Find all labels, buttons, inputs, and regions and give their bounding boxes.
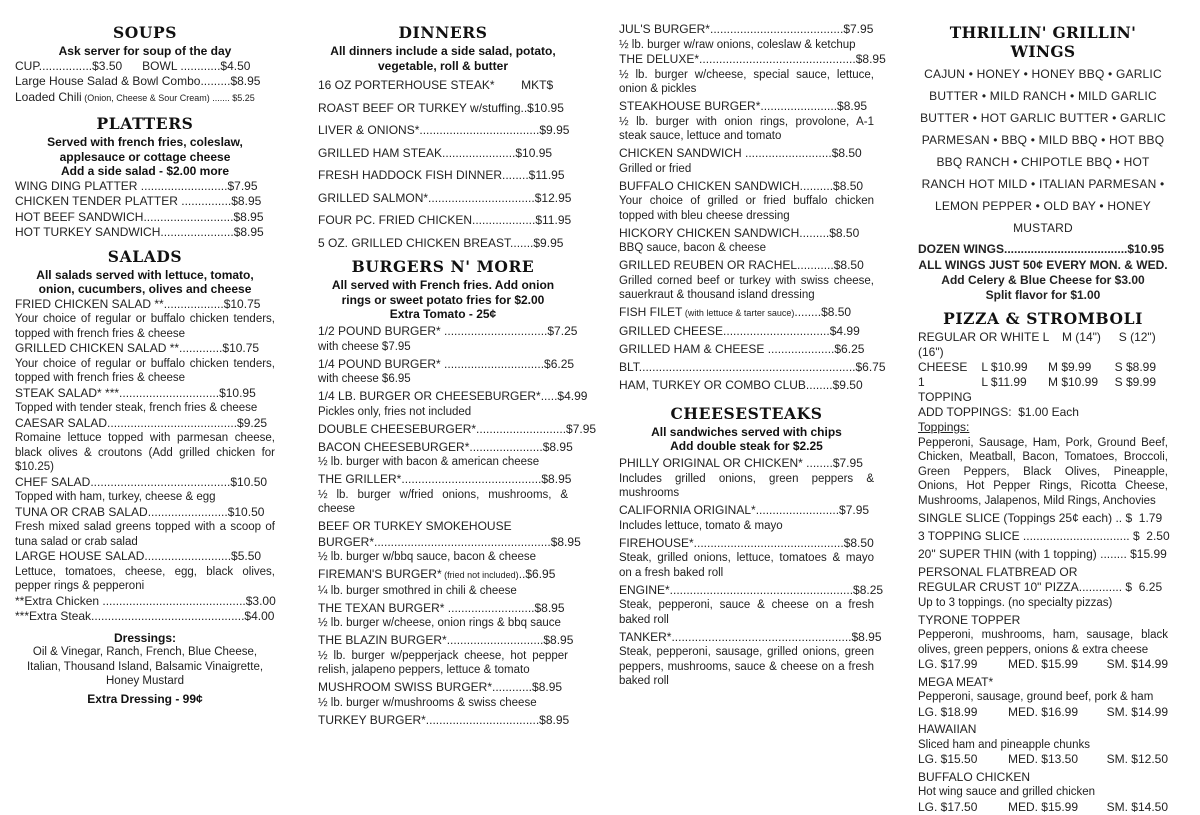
- hawaiian-small: SM. $12.50: [1106, 752, 1168, 766]
- pizza-cheese-label: CHEESE: [918, 359, 968, 374]
- pizza-cheese-medium: M $9.99: [1047, 359, 1092, 374]
- platter-item: CHICKEN TENDER PLATTER ...............$8.95: [15, 194, 262, 208]
- grilled-chicken-salad-desc: Your choice of regular or buffalo chicken tenders, topped with french fries & cheese: [15, 357, 275, 384]
- the-griller-desc: ½ lb. burger w/fried onions, mushrooms, & cheese: [318, 488, 568, 515]
- fish-filet-note: (with lettuce & tarter sauce): [682, 308, 795, 318]
- platter-item: HOT TURKEY SANDWICH......................$8.95: [15, 225, 264, 239]
- wings-note-1: ALL WINGS JUST 50¢ EVERY MON. & WED.: [918, 257, 1168, 272]
- dinner-item: GRILLED SALMON*................................$12.95: [318, 190, 572, 205]
- buffalo-chicken-sandwich: BUFFALO CHICKEN SANDWICH..........$8.50: [619, 178, 864, 193]
- buffalo-chicken-prices: [918, 800, 1168, 815]
- pizza-size-large: REGULAR OR WHITE L (16"): [918, 329, 1049, 359]
- tyrone-small: SM. $14.99: [1106, 657, 1168, 671]
- flatbread-1: PERSONAL FLATBREAD OR: [918, 564, 1078, 579]
- add-toppings: ADD TOPPINGS: $1.00 Each: [918, 404, 1079, 419]
- wings-note-2: Add Celery & Blue Cheese for $3.00: [941, 272, 1145, 287]
- salads-note-1: All salads served with lettuce, tomato,: [36, 267, 254, 282]
- platter-item: HOT BEEF SANDWICH...........................$8.95: [15, 209, 264, 224]
- tanker: TANKER*......................................................$8.95: [619, 629, 882, 644]
- toppings-title: Toppings:: [918, 420, 970, 434]
- dinner-item: 5 OZ. GRILLED CHICKEN BREAST.......$9.95: [318, 235, 564, 250]
- salads-heading: SALADS: [107, 246, 183, 266]
- chef-salad: CHEF SALAD..........................................$10.50: [15, 474, 268, 489]
- super-thin: 20" SUPER THIN (with 1 topping) ........ $15.99: [918, 546, 1167, 561]
- extra-chicken: **Extra Chicken ...........................................$3.00: [15, 593, 276, 608]
- pizza-topping-small: S $9.99: [1114, 374, 1157, 389]
- soups-heading: SOUPS: [112, 23, 178, 42]
- tyrone-medium: MED. $15.99: [1007, 657, 1079, 671]
- loaded-chili-name: Loaded Chili: [15, 89, 82, 104]
- flatbread-desc: Up to 3 toppings. (no specialty pizzas): [918, 596, 1113, 609]
- firemans-burger-desc: ¼ lb. burger smothred in chili & cheese: [318, 584, 517, 597]
- tuna-crab-salad: TUNA OR CRAB SALAD........................$10.50: [15, 504, 265, 519]
- wings-heading: THRILLIN' GRILLIN' WINGS: [949, 23, 1137, 61]
- platter-item: WING DING PLATTER ..........................$7.95: [15, 178, 258, 193]
- turkey-burger: TURKEY BURGER*..................................$8.95: [318, 712, 570, 727]
- half-pound-burger-desc: with cheese $7.95: [318, 340, 411, 353]
- tanker-desc: Steak, pepperoni, sausage, grilled onions, green peppers, mushrooms, sauce & cheese on a fresh baked roll: [619, 646, 874, 687]
- pizza-size-header: [918, 330, 1168, 360]
- bacon-cheeseburger-desc: ½ lb. burger with bacon & american cheese: [318, 456, 540, 468]
- hickory-chicken-sandwich-desc: BBQ sauce, bacon & cheese: [619, 242, 767, 254]
- soup-cup-bowl: CUP................$3.50 BOWL ............$4.50: [15, 58, 251, 73]
- quarter-pound-burger-desc: with cheese $6.95: [318, 373, 411, 385]
- pizza-size-small: S (12"): [1118, 329, 1156, 344]
- pizza-heading: PIZZA & STROMBOLI: [943, 308, 1143, 328]
- firemans-burger: [318, 567, 568, 584]
- bacon-cheeseburger: BACON CHEESEBURGER*......................$8.95: [318, 439, 573, 454]
- mega-meat-prices: [918, 705, 1168, 720]
- dozen-wings: DOZEN WINGS.....................................$10.95: [918, 242, 1165, 256]
- toppings-list: Pepperoni, Sausage, Ham, Pork, Ground Beef, Chicken, Meatball, Bacon, Tomatoes, Broccoli, Green Peppers, Black Olives, Pineapple, Onions, Hot Pepper Rings, Ricotta Cheese, Mushrooms, Jalapenos, Mild Rings, Anchovies: [918, 436, 1168, 507]
- blazin-burger-desc: ½ lb. burger w/pepperjack cheese, hot pepper relish, jalapeno peppers, lettuce & tomato: [318, 649, 568, 676]
- burgers-note-1: All served with French fries. Add onion: [331, 278, 555, 292]
- grilled-reuben-desc: Grilled corned beef or turkey with swiss cheese, sauerkraut & thousand island dressing: [619, 274, 874, 301]
- dinners-note-1: All dinners include a side salad, potato,: [330, 44, 556, 58]
- smokehouse-burger-2: BURGER*.....................................................$8.95: [318, 534, 581, 549]
- tyrone-topper: TYRONE TOPPER: [918, 612, 1021, 627]
- grilled-ham-cheese: GRILLED HAM & CHEESE ....................$6.25: [619, 342, 865, 356]
- pizza-topping-large: L $11.99: [981, 374, 1027, 389]
- smokehouse-burger-1: BEEF OR TURKEY SMOKEHOUSE: [318, 519, 512, 533]
- wings-note-3: Split flavor for $1.00: [985, 287, 1101, 302]
- mushroom-swiss-burger: MUSHROOM SWISS BURGER*............$8.95: [318, 680, 563, 694]
- steak-salad: STEAK SALAD* ***..............................$10.95: [15, 385, 256, 400]
- club-sandwich: HAM, TURKEY OR COMBO CLUB........$9.50: [619, 378, 863, 392]
- pizza-cheese-row: [918, 360, 1168, 375]
- buffalo-medium: MED. $15.99: [1007, 799, 1079, 814]
- column-1: [15, 18, 275, 706]
- caesar-salad: CAESAR SALAD.......................................$9.25: [15, 415, 268, 430]
- single-slice: SINGLE SLICE (Toppings 25¢ each) .. $ 1.79: [918, 510, 1163, 525]
- firehouse: FIREHOUSE*.............................................$8.50: [619, 535, 874, 550]
- pizza-cheese-small: S $8.99: [1114, 359, 1157, 374]
- dinner-item: ROAST BEEF OR TURKEY w/stuffing..$10.95: [318, 100, 564, 115]
- pizza-topping-label: 1 TOPPING: [918, 374, 972, 404]
- burgers-heading: BURGERS N' MORE: [351, 257, 535, 276]
- engine: ENGINE*.......................................................$8.25: [619, 582, 884, 597]
- buffalo-chicken-sandwich-desc: Your choice of grilled or fried buffalo chicken topped with bleu cheese dressing: [619, 195, 874, 222]
- large-house-salad-desc: Lettuce, tomatoes, cheese, egg, black olives, pepper rings & pepperoni: [15, 565, 275, 592]
- column-2: [318, 18, 597, 728]
- cheesesteaks-heading: CHEESESTEAKS: [670, 403, 823, 423]
- fish-filet: [619, 305, 874, 322]
- the-deluxe: THE DELUXE*...............................................$8.95: [619, 52, 886, 66]
- large-house-salad: LARGE HOUSE SALAD..........................$5.50: [15, 549, 262, 563]
- fried-chicken-salad-desc: Your choice of regular or buffalo chicken tenders, topped with french fries & cheese: [15, 313, 275, 340]
- hickory-chicken-sandwich: HICKORY CHICKEN SANDWICH.........$8.50: [619, 225, 860, 240]
- dinner-item: LIVER & ONIONS*....................................$9.95: [318, 123, 570, 137]
- chicken-sandwich-desc: Grilled or fried: [619, 162, 692, 175]
- pizza-topping-medium: M $10.99: [1047, 374, 1099, 389]
- flatbread-2: REGULAR CRUST 10" PIZZA............. $ 6.25: [918, 580, 1163, 594]
- quarter-pound-burger: 1/4 POUND BURGER* ..............................$6.25: [318, 356, 575, 371]
- dinner-item: 16 OZ PORTERHOUSE STEAK* MKT$: [318, 78, 554, 92]
- chef-salad-desc: Topped with ham, turkey, cheese & egg: [15, 491, 216, 503]
- dinner-item: GRILLED HAM STEAK......................$10.95: [318, 145, 553, 160]
- tyrone-topper-prices: [918, 657, 1168, 672]
- burgers-note-2: rings or sweet potato fries for $2.00: [341, 292, 545, 307]
- fish-filet-price: ........$8.50: [794, 305, 852, 319]
- double-cheeseburger: DOUBLE CHEESEBURGER*...........................$7.95: [318, 421, 597, 436]
- engine-desc: Steak, pepperoni, sauce & cheese on a fresh baked roll: [619, 599, 874, 626]
- platters-note-1: Served with french fries, coleslaw,: [47, 135, 243, 149]
- soups-note: Ask server for soup of the day: [58, 44, 232, 58]
- quarter-lb-cheeseburger-desc: Pickles only, fries not included: [318, 405, 472, 418]
- california-original-desc: Includes lettuce, tomato & mayo: [619, 519, 783, 532]
- dressings-title: Dressings:: [113, 630, 177, 645]
- half-pound-burger: 1/2 POUND BURGER* ...............................$7.25: [318, 324, 578, 338]
- loaded-chili-detail: (Onion, Cheese & Sour Cream) ....... $5.25: [81, 92, 255, 103]
- column-4: [918, 18, 1168, 815]
- pizza-cheese-large: L $10.99: [981, 359, 1028, 374]
- dinner-item: FRESH HADDOCK FISH DINNER........$11.95: [318, 168, 565, 182]
- smokehouse-burger-desc: ½ lb. burger w/bbq sauce, bacon & cheese: [318, 551, 537, 563]
- grilled-chicken-salad: GRILLED CHICKEN SALAD **.............$10.75: [15, 341, 260, 355]
- chicken-sandwich: CHICKEN SANDWICH ..........................$8.50: [619, 146, 862, 160]
- hawaiian-prices: [918, 752, 1168, 767]
- california-original: CALIFORNIA ORIGINAL*.........................$7.95: [619, 503, 870, 517]
- blt: BLT.................................................................$6.75: [619, 360, 886, 374]
- mega-meat-desc: Pepperoni, sausage, ground beef, pork & ham: [918, 691, 1154, 703]
- pizza-size-medium: M (14"): [1061, 329, 1101, 344]
- column-3: [619, 22, 886, 689]
- steak-salad-desc: Topped with tender steak, french fries & cheese: [15, 402, 258, 414]
- hawaiian-medium: MED. $13.50: [1007, 752, 1079, 766]
- the-griller: THE GRILLER*..........................................$8.95: [318, 472, 572, 486]
- mega-medium: MED. $16.99: [1007, 704, 1079, 719]
- caesar-salad-desc: Romaine lettuce topped with parmesan cheese, black olives & croutons (Add grilled chicken for $10.25): [15, 432, 275, 473]
- grilled-reuben: GRILLED REUBEN OR RACHEL...........$8.50: [619, 258, 864, 272]
- buffalo-large: LG. $17.50: [918, 799, 978, 814]
- pizza-topping-row: [918, 375, 1168, 405]
- texan-burger-desc: ½ lb. burger w/cheese, onion rings & bbq sauce: [318, 617, 561, 629]
- dinner-item: FOUR PC. FRIED CHICKEN...................$11.95: [318, 213, 572, 227]
- hawaiian-large: LG. $15.50: [918, 752, 978, 766]
- philly-original: PHILLY ORIGINAL OR CHICKEN* ........$7.95: [619, 456, 863, 470]
- the-deluxe-desc: ½ lb. burger w/cheese, special sauce, lettuce, onion & pickles: [619, 68, 874, 95]
- extra-dressing: Extra Dressing - 99¢: [87, 691, 203, 706]
- dinners-heading: DINNERS: [398, 23, 488, 42]
- firemans-burger-note: (fried not included): [441, 570, 519, 580]
- cheesesteaks-note-2: Add double steak for $2.25: [670, 439, 823, 453]
- philly-original-desc: Includes grilled onions, green peppers & mushrooms: [619, 472, 874, 499]
- quarter-lb-cheeseburger: 1/4 LB. BURGER OR CHEESEBURGER*.....$4.99: [318, 389, 588, 403]
- mushroom-swiss-burger-desc: ½ lb. burger w/mushrooms & swiss cheese: [318, 696, 537, 709]
- burgers-note-3: Extra Tomato - 25¢: [389, 307, 497, 321]
- extra-steak: ***Extra Steak..............................................$4.00: [15, 609, 275, 623]
- soup-combo: Large House Salad & Bowl Combo.........$8.95: [15, 74, 261, 88]
- buffalo-chicken-pizza-desc: Hot wing sauce and grilled chicken: [918, 786, 1096, 798]
- mega-meat: MEGA MEAT*: [918, 674, 994, 689]
- tyrone-large: LG. $17.99: [918, 657, 978, 671]
- grilled-cheese: GRILLED CHEESE................................$4.99: [619, 324, 860, 338]
- hawaiian: HAWAIIAN: [918, 722, 977, 736]
- juls-burger: JUL'S BURGER*........................................$7.95: [619, 22, 874, 36]
- steakhouse-burger-desc: ½ lb. burger with onion rings, provolone, A-1 steak sauce, lettuce and tomato: [619, 115, 874, 142]
- platters-heading: PLATTERS: [96, 114, 194, 133]
- wing-flavors: CAJUN • HONEY • HONEY BBQ • GARLIC BUTTER • MILD RANCH • MILD GARLIC BUTTER • HOT GARLIC BUTTER • GARLIC PARMESAN • BBQ • MILD BBQ • HOT BBQ BBQ RANCH • CHIPOTLE BBQ • HOT RANCH HOT MILD • ITALIAN PARMESAN • LEMON PEPPER • OLD BAY • HONEY MUSTARD: [920, 67, 1166, 235]
- tyrone-topper-desc: Pepperoni, mushrooms, ham, sausage, black olives, green peppers, onions & extra cheese: [918, 629, 1168, 656]
- juls-burger-desc: ½ lb. burger w/raw onions, coleslaw & ketchup: [619, 38, 856, 51]
- platters-note-2: applesauce or cottage cheese: [59, 149, 231, 164]
- mega-small: SM. $14.99: [1106, 704, 1168, 719]
- hawaiian-desc: Sliced ham and pineapple chunks: [918, 738, 1090, 751]
- firemans-burger-name: FIREMAN'S BURGER*: [318, 567, 442, 581]
- buffalo-chicken-pizza: BUFFALO CHICKEN: [918, 769, 1031, 784]
- three-topping-slice: 3 TOPPING SLICE ................................ $ 2.50: [918, 528, 1170, 543]
- fish-filet-name: FISH FILET: [619, 305, 683, 319]
- tuna-crab-salad-desc: Fresh mixed salad greens topped with a scoop of tuna salad or crab salad: [15, 521, 275, 548]
- cheesesteaks-note-1: All sandwiches served with chips: [651, 424, 842, 439]
- blazin-burger: THE BLAZIN BURGER*.............................$8.95: [318, 633, 574, 647]
- dinners-note-2: vegetable, roll & butter: [377, 58, 509, 73]
- platters-note-3: Add a side salad - $2.00 more: [60, 164, 230, 178]
- loaded-chili: [15, 90, 275, 107]
- salads-note-2: onion, cucumbers, olives and cheese: [38, 282, 252, 296]
- firehouse-desc: Steak, grilled onions, lettuce, tomatoes & mayo on a fresh baked roll: [619, 552, 874, 579]
- steakhouse-burger: STEAKHOUSE BURGER*.......................$8.95: [619, 99, 868, 113]
- mega-large: LG. $18.99: [918, 704, 978, 719]
- dressings-list: Oil & Vinegar, Ranch, French, Blue Cheese, Italian, Thousand Island, Balsamic Vinaigrette, Honey Mustard: [26, 646, 264, 687]
- firemans-burger-price: ..$6.95: [518, 567, 556, 581]
- texan-burger: THE TEXAN BURGER* ..........................$8.95: [318, 600, 565, 615]
- buffalo-small: SM. $14.50: [1106, 799, 1168, 814]
- fried-chicken-salad: FRIED CHICKEN SALAD **..................$10.75: [15, 296, 261, 311]
